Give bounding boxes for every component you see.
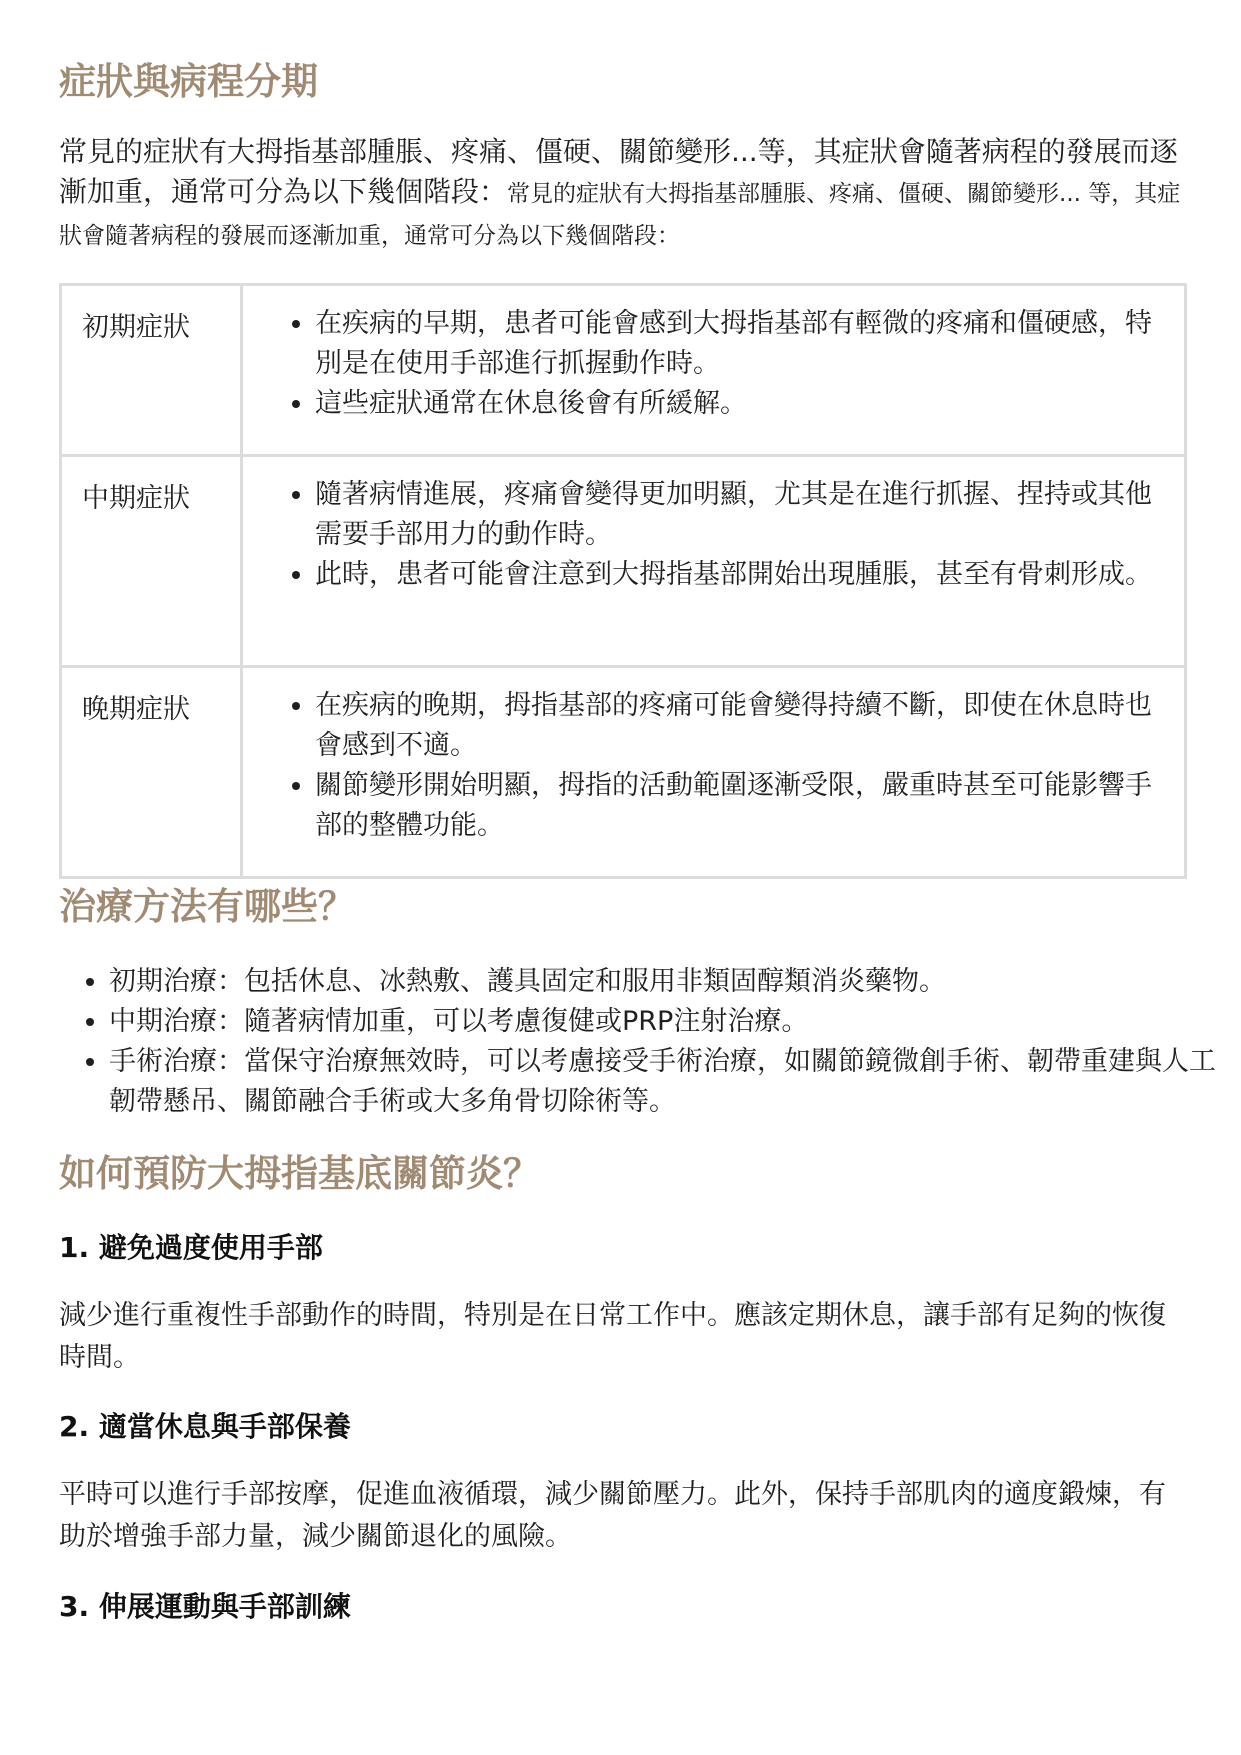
prevention-section-body: 減少進行重複性手部動作的時間，特別是在日常工作中。應該定期休息，讓手部有足夠的恢復時間。 (59, 1300, 1166, 1373)
symptoms-intro-repeat: 常見的症狀有大拇指基部腫脹、疼痛、僵硬、關節變形... 等，其症狀會隨著病程的發展而逐漸加重，通常可分為以下幾個階段： (59, 181, 1181, 249)
stage-row-late (61, 667, 1186, 878)
stages-table (59, 283, 1187, 879)
stage-point: • 隨著病情進展，疼痛會變得更加明顯，尤其是在進行抓握、捏持或其他需要手部用力的動作時。 (315, 475, 1166, 555)
stage-point: • 此時，患者可能會注意到大拇指基部開始出現腫脹，甚至有骨刺形成。 (315, 555, 1166, 595)
stage-points (243, 475, 1166, 595)
stage-name: 晚期症狀 (61, 667, 242, 878)
prevention-section-title: 2. 適當休息與手部保養 (59, 1410, 351, 1443)
prevention-section-title: 1. 避免過度使用手部 (59, 1231, 323, 1264)
treatment-item: • 手術治療：當保守治療無效時，可以考慮接受手術治療，如關節鏡微創手術、韌帶重建與人工韌帶懸吊、關節融合手術或大多角骨切除術等。 (109, 1042, 1219, 1122)
stage-row-middle (61, 456, 1186, 667)
treatment-item: • 中期治療：隨著病情加重，可以考慮復健或PRP注射治療。 (109, 1002, 1219, 1042)
stage-point: • 關節變形開始明顯，拇指的活動範圍逐漸受限，嚴重時甚至可能影響手部的整體功能。 (315, 766, 1166, 846)
stage-points (243, 686, 1166, 846)
stage-description (242, 285, 1186, 456)
prevention-section-body: 平時可以進行手部按摩，促進血液循環，減少關節壓力。此外，保持手部肌肉的適度鍛煉，有助於增強手部力量，減少關節退化的風險。 (59, 1479, 1166, 1552)
stage-name: 中期症狀 (61, 456, 242, 667)
symptoms-heading: 症狀與病程分期 (59, 60, 318, 103)
prevention-heading: 如何預防大拇指基底關節炎？ (59, 1152, 540, 1195)
prevention-section-title: 3. 伸展運動與手部訓練 (59, 1590, 351, 1623)
treatment-list (59, 962, 1219, 1122)
stage-name: 初期症狀 (61, 285, 242, 456)
stage-point: • 在疾病的晚期，拇指基部的疼痛可能會變得持續不斷，即使在休息時也會感到不適。 (315, 686, 1166, 766)
treatment-item: • 初期治療：包括休息、冰熱敷、護具固定和服用非類固醇類消炎藥物。 (109, 962, 1219, 1002)
stage-row-early (61, 285, 1186, 456)
symptoms-intro-main: 常見的症狀有大拇指基部腫脹、疼痛、僵硬、關節變形...等，其症狀會隨著病程的發展而逐漸加重，通常可分為以下幾個階段： (59, 135, 1178, 208)
treatment-heading: 治療方法有哪些？ (59, 885, 355, 928)
stage-description (242, 456, 1186, 667)
stage-point: • 這些症狀通常在休息後會有所緩解。 (315, 384, 1166, 424)
symptoms-intro (59, 132, 1187, 256)
stage-point: • 在疾病的早期，患者可能會感到大拇指基部有輕微的疼痛和僵硬感，特別是在使用手部進行抓握動作時。 (315, 304, 1166, 384)
stage-description (242, 667, 1186, 878)
stage-points (243, 304, 1166, 424)
